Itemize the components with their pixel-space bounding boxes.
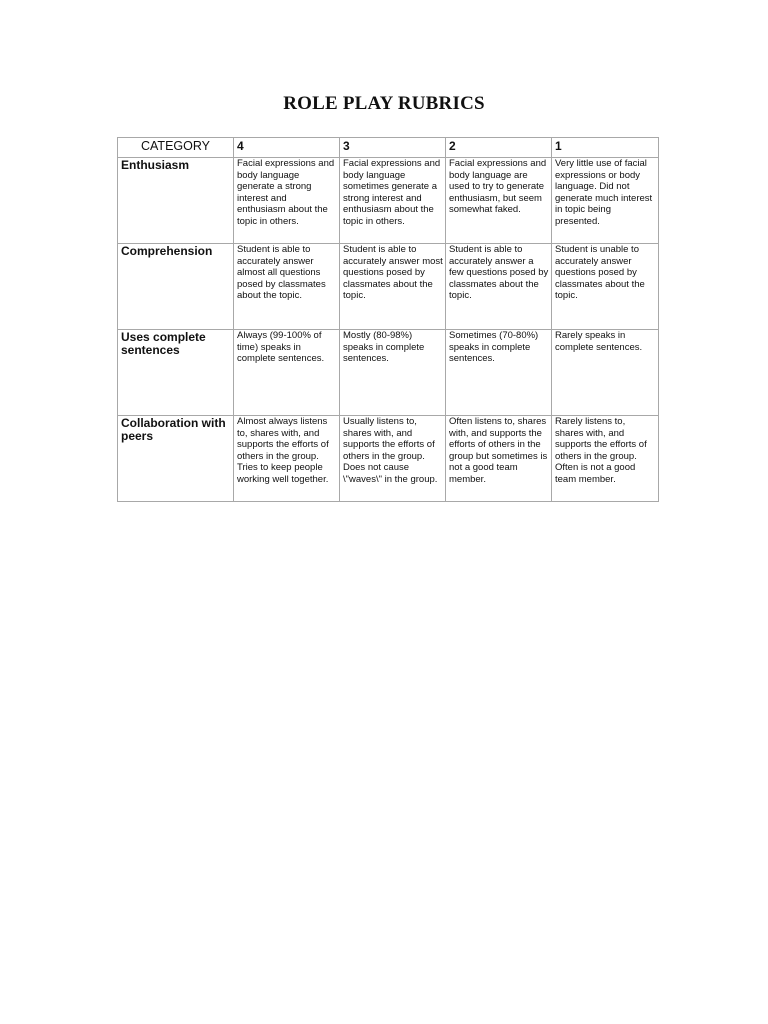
table-cell: Very little use of facial expressions or body language. Did not generate much interest in topic being presented. <box>552 158 659 244</box>
table-cell: Facial expressions and body language are used to try to generate enthusiasm, but seem somewhat faked. <box>446 158 552 244</box>
header-level-4: 4 <box>234 138 340 158</box>
table-cell: Student is able to accurately answer almost all questions posed by classmates about the topic. <box>234 244 340 330</box>
row-category-label: Collaboration with peers <box>118 416 234 502</box>
table-cell: Student is able to accurately answer a few questions posed by classmates about the topic. <box>446 244 552 330</box>
table-cell: Student is able to accurately answer most questions posed by classmates about the topic. <box>340 244 446 330</box>
page-title: ROLE PLAY RUBRICS <box>283 93 485 114</box>
table-cell: Often listens to, shares with, and supports the efforts of others in the group but sometimes is not a good team member. <box>446 416 552 502</box>
table-row <box>118 416 659 502</box>
table-cell: Usually listens to, shares with, and supports the efforts of others in the group. Does not cause \"waves\" in the group. <box>340 416 446 502</box>
table-cell: Facial expressions and body language sometimes generate a strong interest and enthusiasm about the topic in others. <box>340 158 446 244</box>
row-category-label: Enthusiasm <box>118 158 234 244</box>
table-cell: Almost always listens to, shares with, and supports the efforts of others in the group. Tries to keep people working well together. <box>234 416 340 502</box>
table-cell: Rarely speaks in complete sentences. <box>552 330 659 416</box>
table-cell: Rarely listens to, shares with, and supports the efforts of others in the group. Often is not a good team member. <box>552 416 659 502</box>
table-row <box>118 244 659 330</box>
row-category-label: Uses complete sentences <box>118 330 234 416</box>
header-level-2: 2 <box>446 138 552 158</box>
table-row <box>118 158 659 244</box>
table-cell: Always (99-100% of time) speaks in complete sentences. <box>234 330 340 416</box>
table-cell: Student is unable to accurately answer questions posed by classmates about the topic. <box>552 244 659 330</box>
table-cell: Facial expressions and body language generate a strong interest and enthusiasm about the topic in others. <box>234 158 340 244</box>
rubric-table <box>117 137 659 502</box>
table-header-row <box>118 138 659 158</box>
table-row <box>118 330 659 416</box>
table-cell: Mostly (80-98%) speaks in complete sentences. <box>340 330 446 416</box>
header-category: CATEGORY <box>118 138 234 158</box>
header-level-3: 3 <box>340 138 446 158</box>
table-cell: Sometimes (70-80%) speaks in complete sentences. <box>446 330 552 416</box>
header-level-1: 1 <box>552 138 659 158</box>
row-category-label: Comprehension <box>118 244 234 330</box>
